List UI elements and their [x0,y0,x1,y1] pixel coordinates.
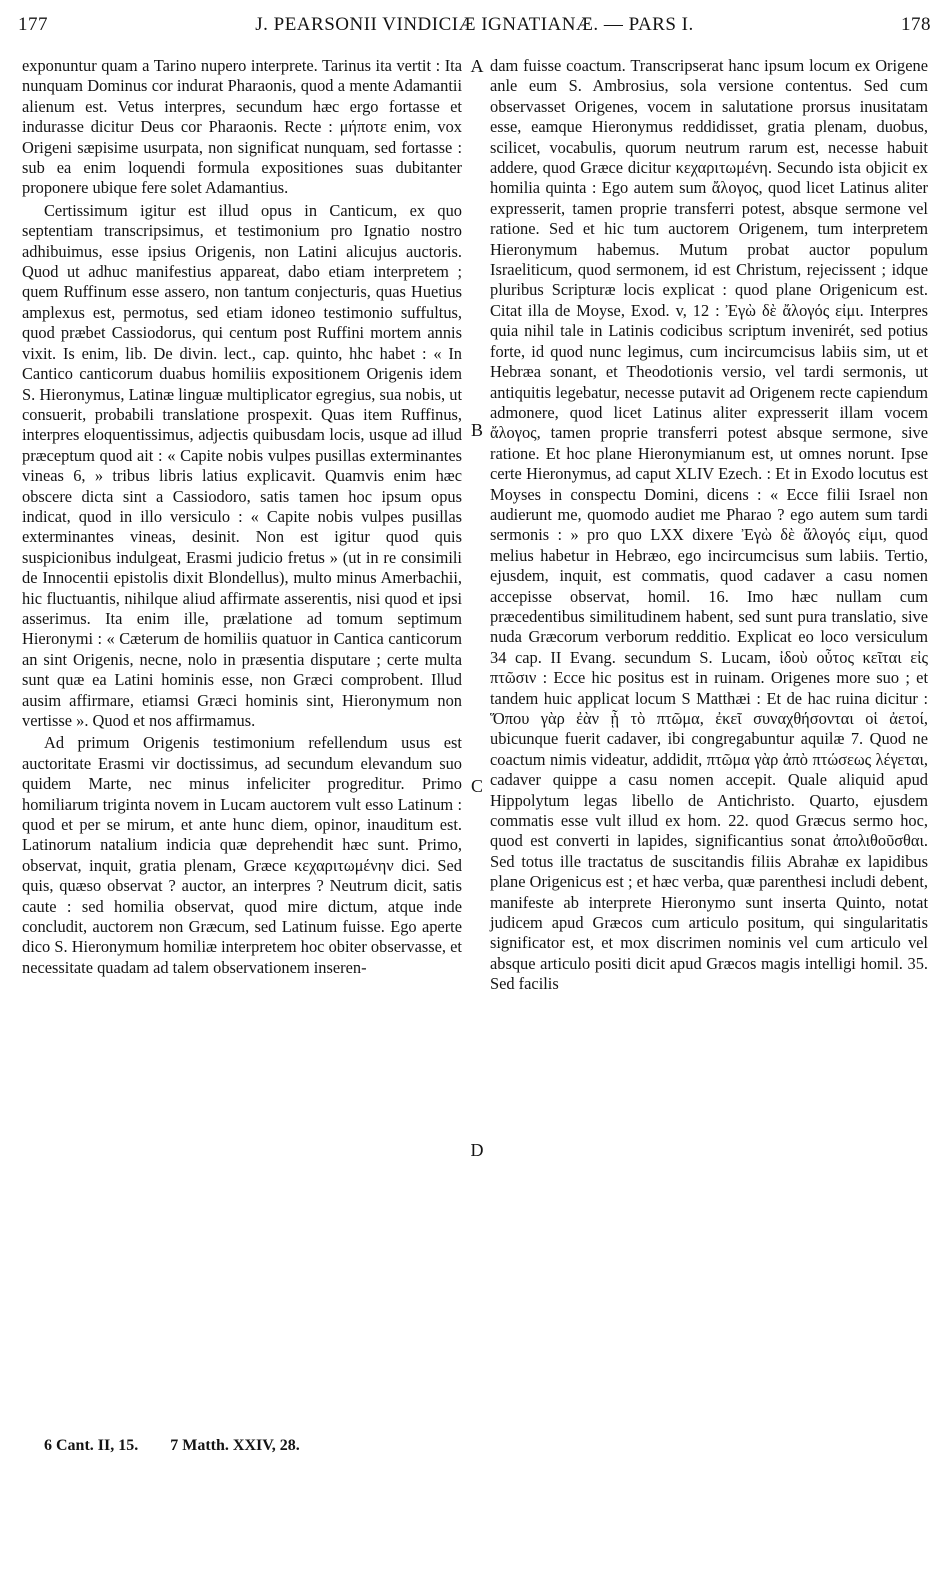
left-paragraph-3: Ad primum Origenis testimonium refellendum usus est auctoritate Erasmi vir doctissimus, ad secundum elevandum suo quidem Marte, nec minus infeliciter progreditur. Primo homiliarum triginta novem in Lucam auctorem vult esso Latinum : quod et per se mirum, et ante hunc diem, opinor, inauditum est. Latinorum natalium indicia quæ deprehendit hæc sunt. Primo, observat, inquit, gratia plenam, Græce κεχαριτωμένην dici. Sed quis, quæso observat ? auctor, an interpres ? Neutrum dicit, satis caute : sed homilia observat, quod mire dictum, atque inde concludit, auctorem non Græcum, sed Latinum fuisse. Ego aperte dico S. Hieronymum homiliæ interpretem hoc obiter observasse, et necessitate quadam ad talem observationem inseren- [22,733,462,977]
running-title: J. PEARSONII VINDICIÆ IGNATIANÆ. — PARS I. [255,14,694,35]
margin-letter-b: B [470,420,483,440]
page-number-right: 178 [901,14,931,35]
footnote-7: 7 Matth. XXIV, 28. [170,1437,300,1454]
left-column [22,56,462,978]
footnotes [44,1437,328,1455]
margin-letter-c: C [470,776,483,796]
margin-letter-d: D [470,1140,484,1160]
right-column [490,56,928,995]
running-head [18,14,931,40]
footnote-6: 6 Cant. II, 15. [44,1437,139,1454]
margin-letter-a: A [470,56,484,76]
right-paragraph-1: dam fuisse coactum. Transcripserat hanc ipsum locum ex Origene anle eum S. Ambrosius, sola versione contentus. Sed cum observasset Origenes, vocem in salutatione prorsus inusitatam esse, eamque Hieronymus reddidisset, gratia plenam, duobus, scilicet, vocabulis, quorum neutrum rarum est, necesse habuit addere, quod Græce dicitur κεχαριτωμένη. Secundo ista objicit ex homilia quinta : Ego autem sum ἄλογος, quod licet Latinus aliter expresserit, tamen proprie transferri potest, absque sermone vel ratione. Sed et hic tum auctorem Origenem, tum interpretem Hieronymum habemus. Mutum probat auctor populum Israeliticum, quod sermonem, id est Christum, rejecissent ; idque pluribus Scripturæ locis explicat : quod plane Origenicum est. Citat illa de Moyse, Exod. v, 12 : Ἐγὼ δὲ ἄλογός εἰμι. Interpres quia nihil tale in Latinis codicibus scriptum invenirét, sed potius forte, id quod nunc legimus, cum incircumcisus labiis sim, ut et Hebræa sonant, et Theodotionis versio, vel tardi sermonis, ut antiquitis legebatur, necesse putavit ad Origenem recte capiendum admonere, quod licet Latinus aliter expresserit illam vocem ἄλογος, tamen proprie transferri potest absque sermone, sive ratione. Et hoc plane Hieronymianum est, ut omnes norunt. Ipse certe Hieronymus, ad caput XLIV Ezech. : Et in Exodo locutus est Moyses in conspectu Domini, dicens : « Ecce filii Israel non audierunt me, quomodo audiet me Pharao ? ego autem sum tardi sermonis : » pro quo LXX dixere Ἐγὼ δὲ ἄλογός εἰμι, quod melius habetur in Hebræo, ego incircumcisus sum labiis. Tertio, ejusdem, inquit, est commatis, quod cadaver a casu nomen accepisse observat, homil. 16. Imo hæc nullam cum præcedentibus similitudinem habent, sed sunt pura translatio, sive nuda Græcorum verborum redditio. Explicat eo loco versiculum 34 cap. II Evang. secundum S. Lucam, ἰδοὺ οὗτος κεῖται εἰς πτῶσιν : Ecce hic positus est in ruinam. Origenes more suo ; et tandem huic applicat locum S Matthæi : Et de hac ruina dicitur : Ὅπου γὰρ ἐὰν ᾖ τὸ πτῶμα, ἐκεῖ συναχθήσονται οἱ ἀετοί, ubicunque fuerit cadaver, ibi congregabuntur aquilæ 7. Quod ne coactum nimis videatur, addidit, πτῶμα γὰρ ἀπὸ πτώσεως λέγεται, cadaver quippe a casu nomen accepit. Quale aliquid apud Hippolytum legas libello de Antichristo. Quarto, ejusdem commatis esse vult illud ex hom. 22. quod Græcus sermo hoc, quod est converti in lapides, significantius sonat ἀπολιθοῦσθαι. Sed totus ille tractatus de suscitandis filiis Abrahæ ex lapidibus plane Origenicus est ; et hæc verba, quæ parenthesi includi debent, manifeste ab interprete Hieronymo sunt inserta Quinto, notat judicem apud Græcos cum articulo positum, qui singularitatis significator est, et mox discrimen nominis vel cum articulo vel absque articulo positi dicit apud Græcos magis intelligi homil. 35. Sed facilis [490,56,928,994]
left-paragraph-2: Certissimum igitur est illud opus in Canticum, ex quo septentiam transcripsimus, et testimonium pro Ignatio nostro adhibuimus, esse ipsius Origenis, non Latini alicujus auctoris. Quod ut adhuc manifestius appareat, dabo etiam interpretem ; quem Ruffinum esse assero, non tantum conjecturis, quas Huetius amplexus est, permotus, sed etiam idoneo testimonio suffultus, quod præbet Cassiodorus, qui centum post Ruffini mortem annis vixit. Is enim, lib. De divin. lect., cap. quinto, hhc habet : « In Cantico canticorum duabus homiliis expositionem Origenis idem S. Hieronymus, Latinæ linguæ multiplicator egregius, sua nobis, ut consuerit, probabili translatione prospexit. Quas item Ruffinus, interpres eloquentissimus, adjectis quibusdam locis, usque ad illud præceptum quod ait : « Capite nobis vulpes pusillas exterminantes vineas 6, » tribus libris latius explicavit. Quamvis enim hæc obscere dicta sint a Cassiodoro, satis tamen hoc ipsum opus indicat, quod in illo versiculo : « Capite nobis vulpes pusillas exterminantes vineas, desinit. Non est igitur quod quis suspicionibus indulgeat, Erasmi judicio fretus » (ut in re consimili de Innocentii epistolis dixit Blondellus), multo minus Amerbachii, hic fluctuantis, nihilque aliud affirmate asserentis, nisi quod et ipsi asserimus. Ita enim ille, prælatione ad tomum septimum Hieronymi : « Cæterum de homiliis quatuor in Cantica canticorum an sint Origenis, necne, nolo in præsentia disputare ; certe multa sunt quæ ea Latini hominis esse, non Græci comprobent. Illud ausim affirmare, etiamsi Græci hominis sint, Hieronymum non vertisse ». Quod et nos affirmamus. [22,200,462,730]
left-paragraph-1: exponuntur quam a Tarino nupero interprete. Tarinus ita vertit : Ita nunquam Dominus cor indurat Pharaonis, quod a mente Adamantii alienum est. Vetus interpres, secundum hæc ergo fortasse et indurasse dicitur Deus cor Pharaonis. Recte : μήποτε enim, vox Origeni sæpisime usurpata, non significat nunquam, sed fortasse : sub ea enim loquendi formula expositiones suas dubitanter proponere ubique fere solet Adamantius. [22,56,462,198]
page-number-left: 177 [18,14,48,35]
